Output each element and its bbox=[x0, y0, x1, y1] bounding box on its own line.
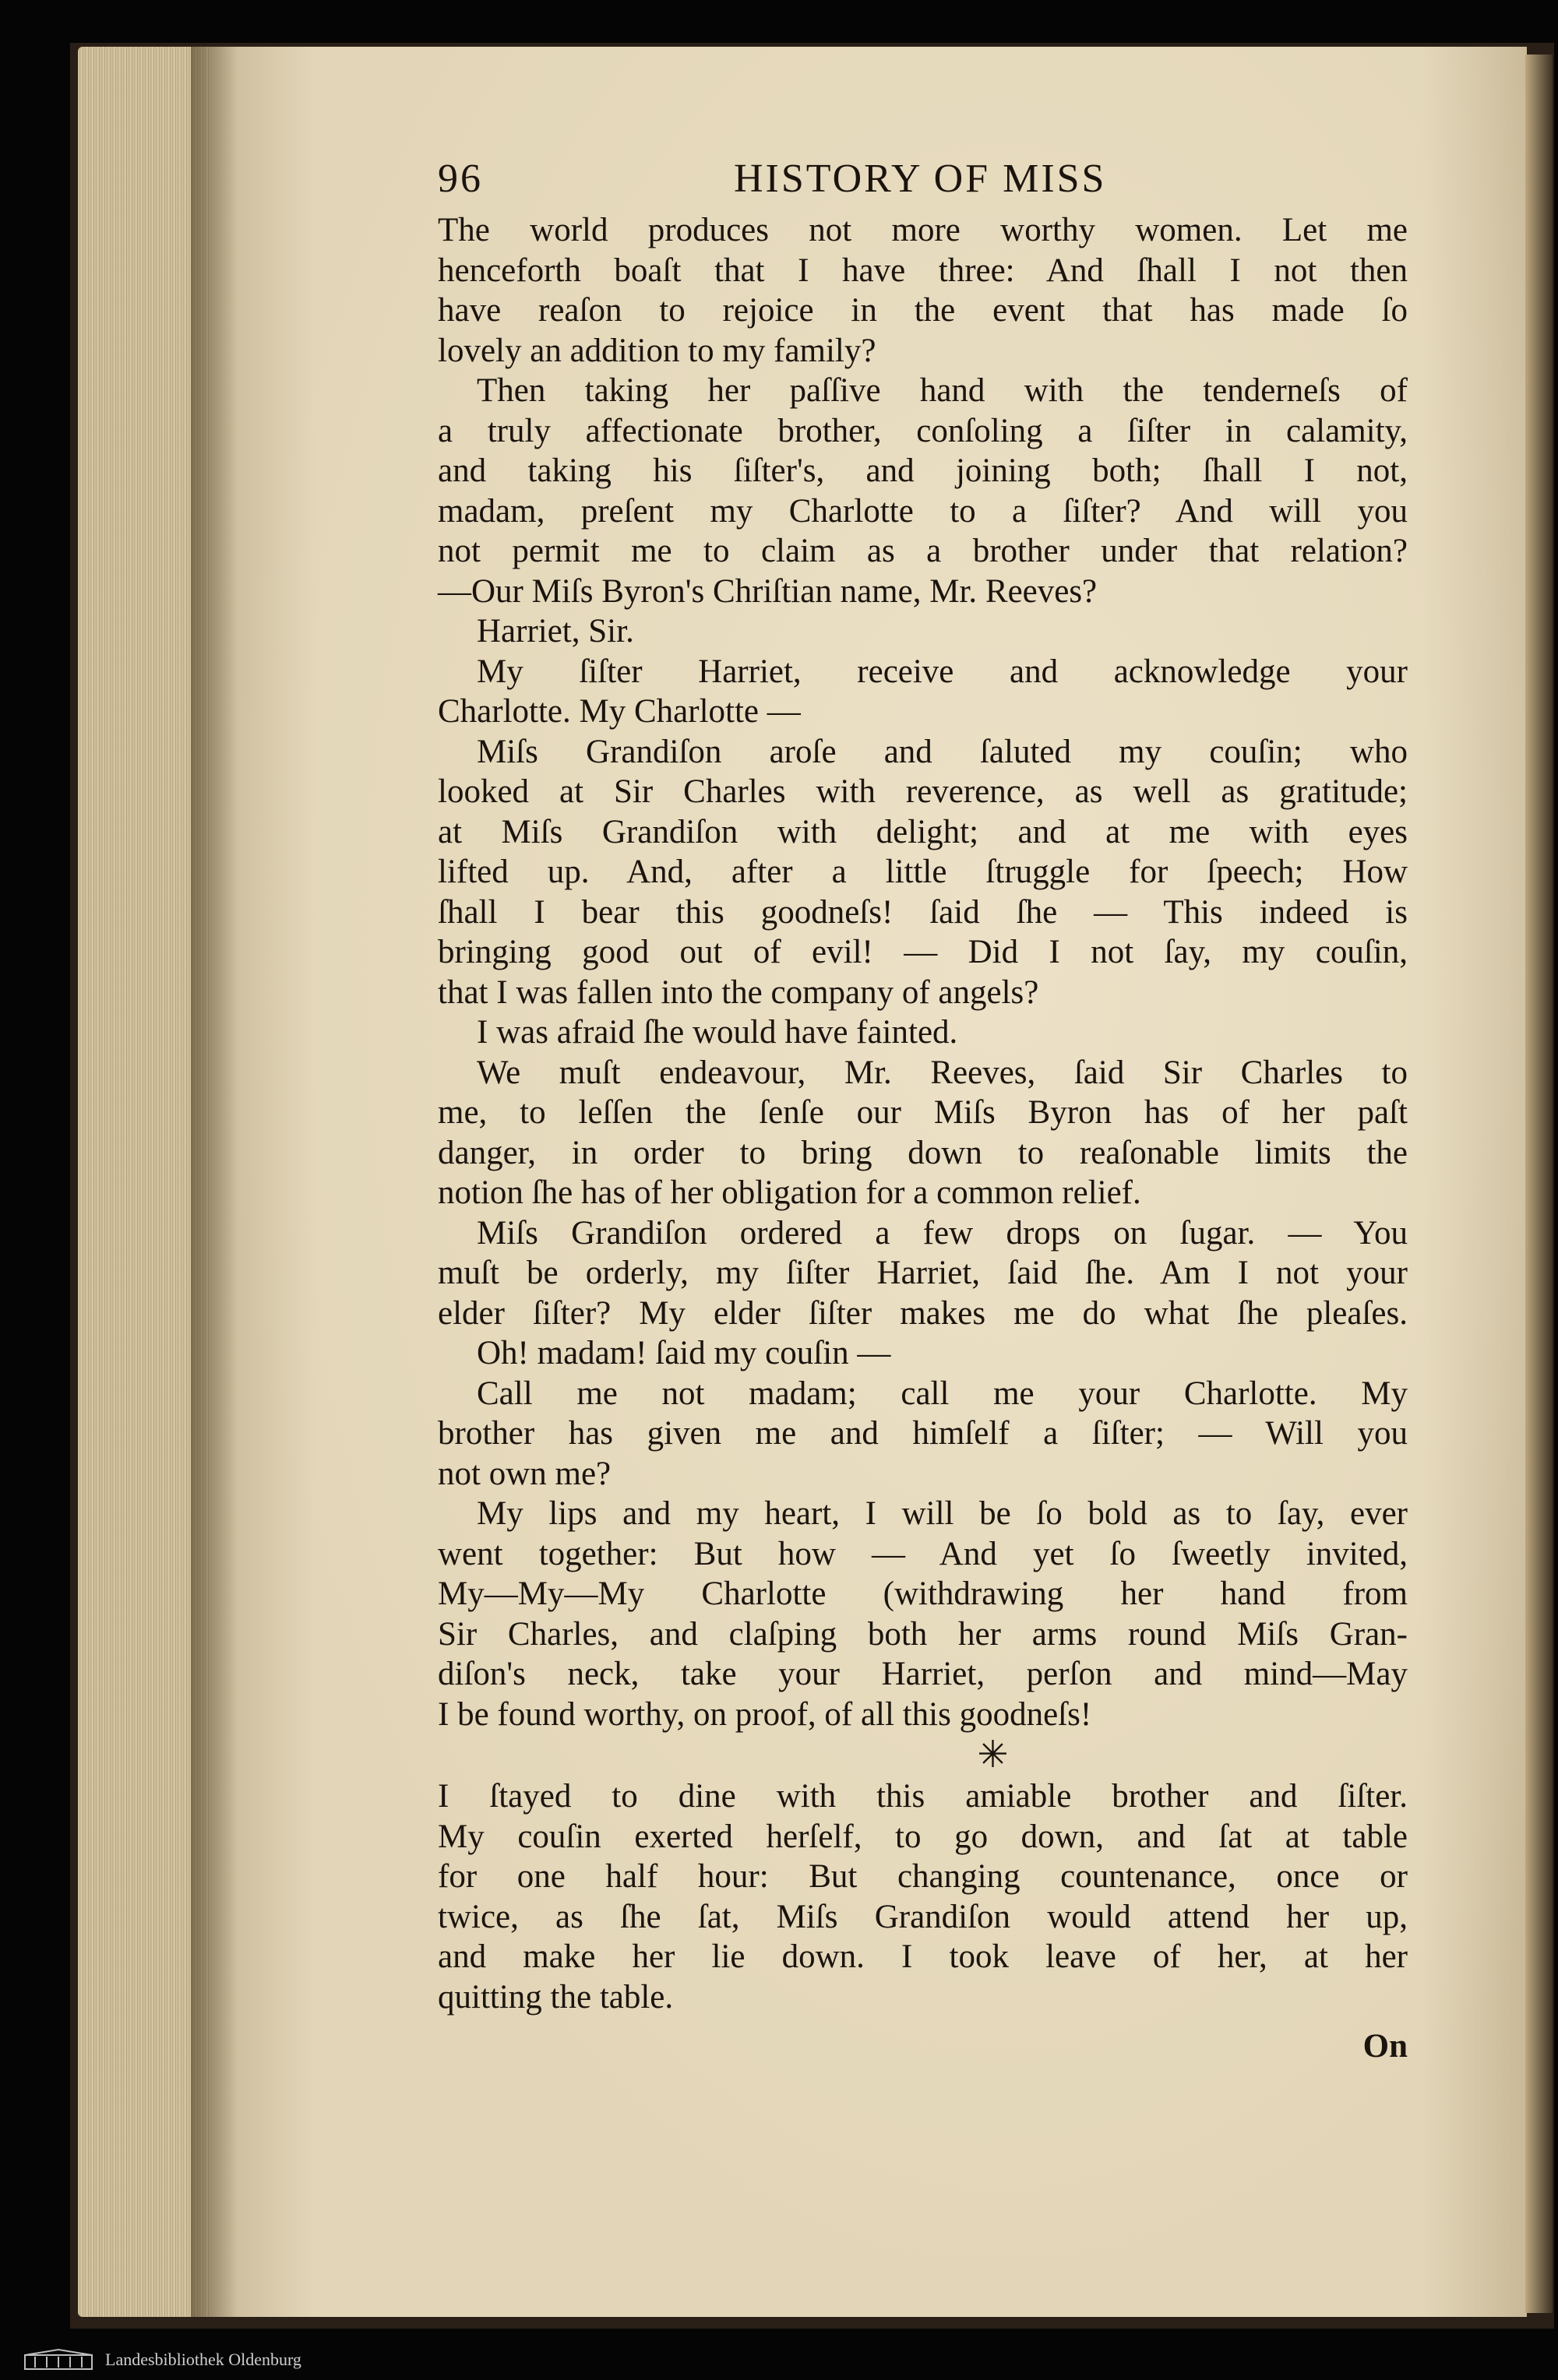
catchword: On bbox=[1362, 2028, 1408, 2065]
text-line: looked at Sir Charles with reverence, as well as gratitude; bbox=[438, 773, 1408, 810]
spine-shadow bbox=[191, 47, 238, 2317]
text-line: Sir Charles, and claſping both her arms round Miſs Gran- bbox=[438, 1615, 1408, 1653]
text-line: quitting the table. bbox=[438, 1978, 674, 2016]
text-line: We muſt endeavour, Mr. Reeves, ſaid Sir Charles to bbox=[477, 1054, 1408, 1091]
text-line: have reaſon to rejoice in the event that has made ſo bbox=[438, 292, 1408, 329]
text-line: henceforth boaſt that I have three: And ſhall I not then bbox=[438, 252, 1408, 289]
text-line: My couſin exerted herſelf, to go down, and ſat at table bbox=[438, 1818, 1408, 1855]
text-line: not permit me to claim as a brother under that relation? bbox=[438, 533, 1408, 569]
page-number: 96 bbox=[438, 157, 483, 201]
text-line: elder ſiſter? My elder ſiſter makes me do what ſhe pleaſes. bbox=[438, 1294, 1408, 1332]
text-line: ſhall I bear this goodneſs! ſaid ſhe — This indeed is bbox=[438, 893, 1408, 931]
text-line: and make her lie down. I took leave of her, at her bbox=[438, 1938, 1408, 1975]
text-line: twice, as ſhe ſat, Miſs Grandiſon would attend her up, bbox=[438, 1898, 1408, 1935]
text-line: Call me not madam; call me your Charlotte. My bbox=[477, 1375, 1408, 1412]
text-line: that I was fallen into the company of angels? bbox=[438, 973, 1039, 1011]
text-line: at Miſs Grandiſon with delight; and at me with eyes bbox=[438, 813, 1408, 850]
text-line: a truly affectionate brother, conſoling a ſiſter in calamity, bbox=[438, 412, 1408, 449]
text-line: Miſs Grandiſon ordered a few drops on ſugar. — You bbox=[477, 1214, 1408, 1252]
text-line: lovely an addition to my family? bbox=[438, 332, 876, 369]
body-text bbox=[438, 210, 1408, 1734]
text-line: bringing good out of evil! — Did I not ſay, my couſin, bbox=[438, 934, 1408, 970]
text-line: diſon's neck, take your Harriet, perſon and mind—May bbox=[438, 1656, 1408, 1692]
text-line: muſt be orderly, my ſiſter Harriet, ſaid ſhe. Am I not your bbox=[438, 1255, 1408, 1291]
text-line: lifted up. And, after a little ſtruggle for ſpeech; How bbox=[438, 854, 1408, 890]
section-ornament: ✳ bbox=[977, 1734, 1009, 1776]
body-text-continued bbox=[438, 1776, 1408, 2017]
text-line: Harriet, Sir. bbox=[477, 613, 634, 650]
text-block bbox=[438, 156, 1408, 2070]
library-logo-icon bbox=[23, 2349, 93, 2371]
text-line: madam, preſent my Charlotte to a ſiſter? And will you bbox=[438, 492, 1408, 530]
library-name: Landesbibliothek Oldenburg bbox=[105, 2350, 301, 2369]
text-line: Oh! madam! ſaid my couſin — bbox=[477, 1335, 891, 1371]
text-line: went together: But how — And yet ſo ſweetly invited, bbox=[438, 1535, 1408, 1572]
text-line: My lips and my heart, I will be ſo bold as to ſay, ever bbox=[477, 1495, 1408, 1532]
text-line: My—My—My Charlotte (withdrawing her hand from bbox=[438, 1576, 1408, 1612]
text-line: The world produces not more worthy women. Let me bbox=[438, 212, 1408, 248]
page-header bbox=[438, 156, 1408, 210]
text-line: —Our Miſs Byron's Chriſtian name, Mr. Reeves? bbox=[438, 572, 1098, 610]
text-line: danger, in order to bring down to reaſonable limits the bbox=[438, 1134, 1408, 1171]
text-line: for one half hour: But changing countenance, once or bbox=[438, 1858, 1408, 1895]
text-line: me, to leſſen the ſenſe our Miſs Byron has of her paſt bbox=[438, 1094, 1408, 1131]
text-line: I was afraid ſhe would have fainted. bbox=[477, 1014, 958, 1051]
text-line: Then taking her paſſive hand with the tenderneſs of bbox=[477, 372, 1408, 409]
text-line: notion ſhe has of her obligation for a common relief. bbox=[438, 1174, 1141, 1211]
running-title: HISTORY OF MISS bbox=[734, 157, 1107, 201]
text-line: I be found worthy, on proof, of all this goodneſs! bbox=[438, 1695, 1092, 1733]
text-line: not own me? bbox=[438, 1455, 612, 1492]
text-line: Miſs Grandiſon aroſe and ſaluted my couſin; who bbox=[477, 733, 1408, 770]
text-line: brother has given me and himſelf a ſiſter; — Will you bbox=[438, 1415, 1408, 1452]
page-right-edge bbox=[1525, 55, 1553, 2313]
text-line: and taking his ſiſter's, and joining both; ſhall I not, bbox=[438, 452, 1408, 489]
text-line: Charlotte. My Charlotte — bbox=[438, 693, 801, 730]
text-line: My ſiſter Harriet, receive and acknowledge your bbox=[477, 653, 1408, 690]
text-line: I ſtayed to dine with this amiable brother and ſiſter. bbox=[438, 1778, 1408, 1815]
